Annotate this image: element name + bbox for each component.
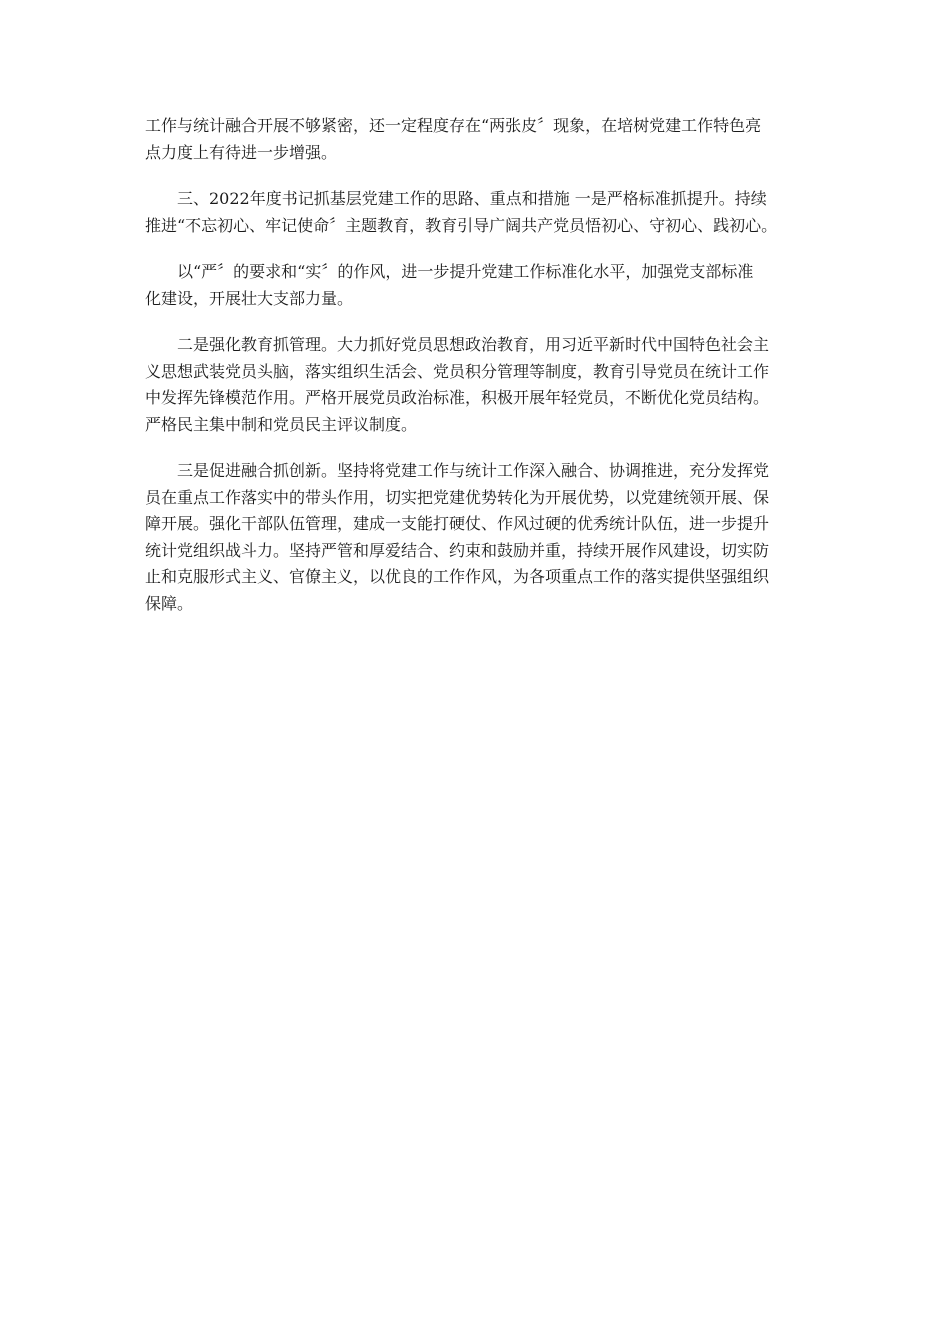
paragraph-2 (145, 186, 807, 239)
paragraph-4 (145, 332, 807, 438)
text-line: 以“严〞的要求和“实〞的作风，进一步提升党建工作标准化水平，加强党支部标准 (177, 262, 754, 281)
text-line: 点力度上有待进一步增强。 (145, 142, 338, 162)
text-line: 员在重点工作落实中的带头作用，切实把党建优势转化为开展优势，以党建统领开展、保 (145, 487, 770, 507)
text-line: 推进“不忘初心、牢记使命〞主题教育，教育引导广阔共产党员悟初心、守初心、践初心。 (145, 215, 778, 235)
text-line: 三是促进融合抓创新。坚持将党建工作与统计工作深入融合、协调推进，充分发挥党 (177, 461, 770, 480)
text-line: 三、2022年度书记抓基层党建工作的思路、重点和措施 一是严格标准抓提升。持续 (177, 189, 767, 208)
text-line: 止和克服形式主义、官僚主义，以优良的工作作风，为各项重点工作的落实提供坚强组织 (145, 567, 770, 586)
text-line: 工作与统计融合开展不够紧密，还一定程度存在“两张皮〞现象，在培树党建工作特色亮 (145, 116, 762, 135)
document-page (145, 113, 807, 637)
text-line: 障开展。强化干部队伍管理，建成一支能打硬仗、作风过硬的优秀统计队伍，进一步提升 (145, 514, 770, 533)
text-line: 严格民主集中制和党员民主评议制度。 (145, 414, 418, 434)
text-line: 二是强化教育抓管理。大力抓好党员思想政治教育，用习近平新时代中国特色社会主 (177, 335, 770, 354)
paragraph-1 (145, 113, 807, 166)
text-line: 中发挥先锋模范作用。严格开展党员政治标准，积极开展年轻党员，不断优化党员结构。 (145, 388, 770, 407)
text-line: 统计党组织战斗力。坚持严管和厚爱结合、约束和鼓励并重，持续开展作风建设，切实防 (145, 540, 770, 560)
paragraph-3 (145, 259, 807, 312)
text-line: 保障。 (145, 593, 194, 613)
text-line: 义思想武装党员头脑，落实组织生活会、党员积分管理等制度，教育引导党员在统计工作 (145, 361, 770, 381)
text-line: 化建设，开展壮大支部力量。 (145, 288, 354, 308)
paragraph-5 (145, 458, 807, 617)
